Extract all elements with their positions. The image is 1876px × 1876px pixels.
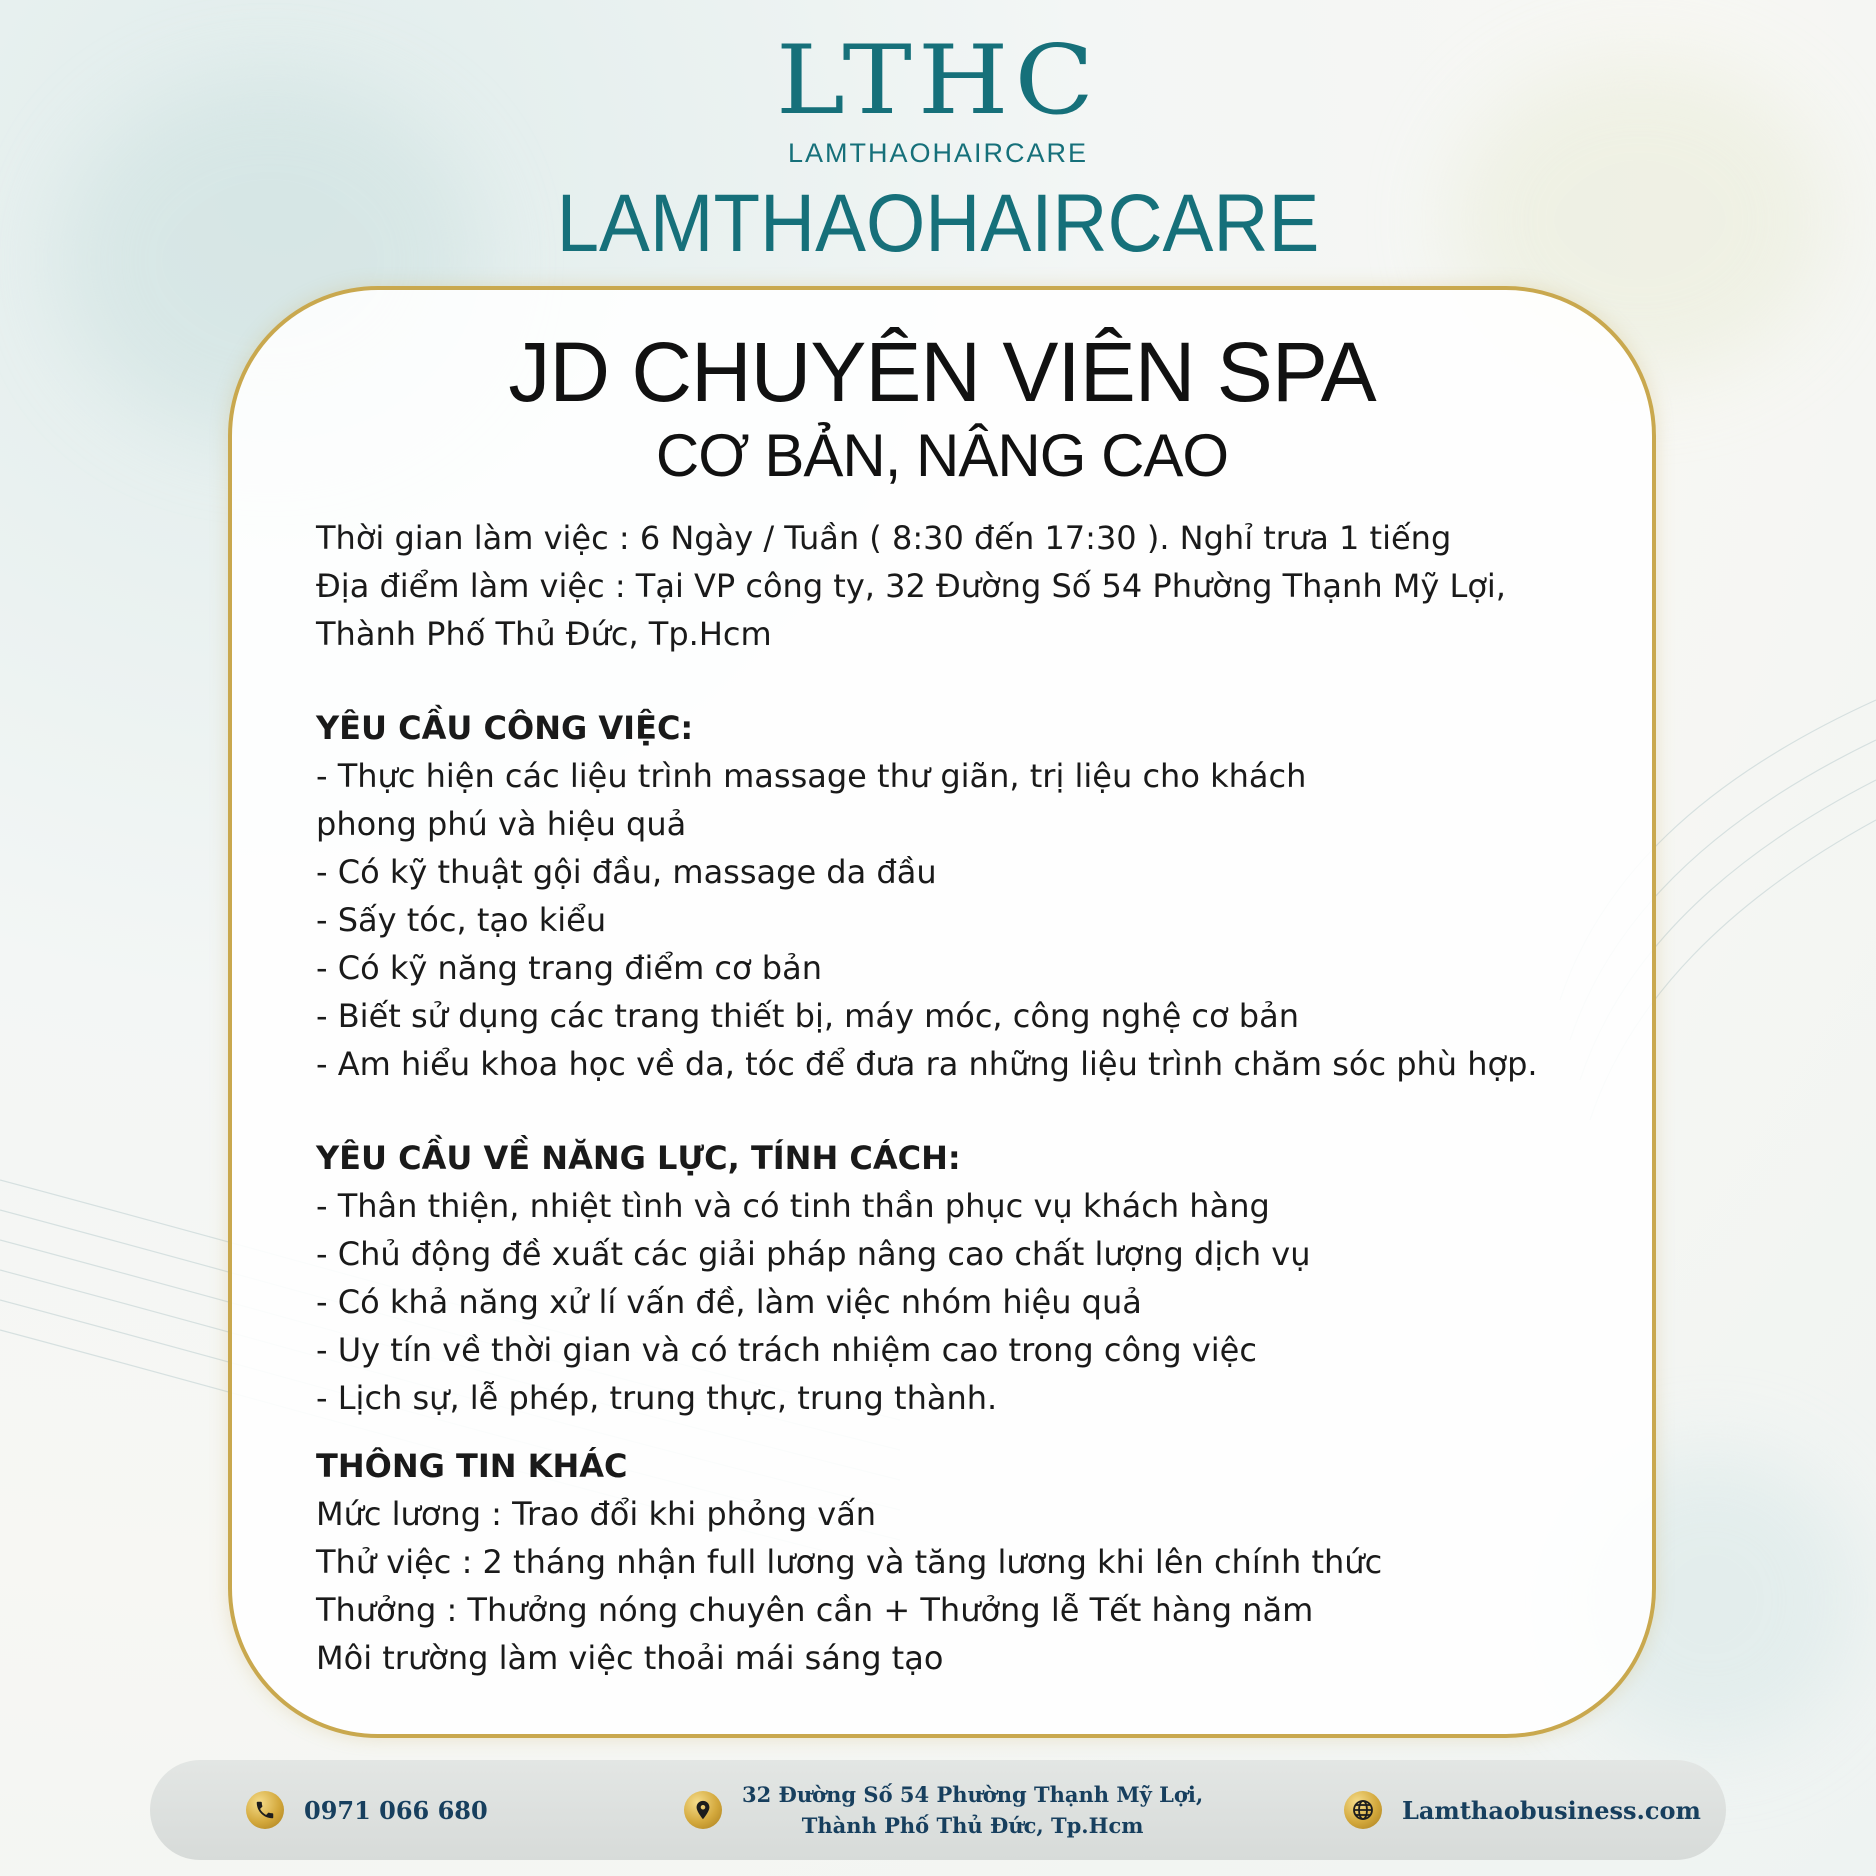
list-item: - Biết sử dụng các trang thiết bị, máy móc, công nghệ cơ bản — [316, 997, 1299, 1035]
list-item: Môi trường làm việc thoải mái sáng tạo — [316, 1639, 944, 1677]
job-details — [316, 514, 1612, 1682]
section-heading-job-requirements: YÊU CẦU CÔNG VIỆC: — [316, 709, 694, 747]
list-item: - Có kỹ thuật gội đầu, massage da đầu — [316, 853, 937, 891]
list-item: - Thực hiện các liệu trình massage thư giãn, trị liệu cho khách — [316, 757, 1307, 795]
location-pin-icon — [684, 1791, 722, 1829]
address-line: 32 Đường Số 54 Phường Thạnh Mỹ Lợi, — [742, 1782, 1204, 1807]
globe-icon — [1344, 1791, 1382, 1829]
contact-footer — [150, 1760, 1726, 1860]
intro-line: Thành Phố Thủ Đức, Tp.Hcm — [316, 615, 772, 653]
list-item: phong phú và hiệu quả — [316, 805, 687, 843]
list-item: - Sấy tóc, tạo kiểu — [316, 901, 607, 939]
phone-icon — [246, 1791, 284, 1829]
list-item: - Uy tín về thời gian và có trách nhiệm cao trong công việc — [316, 1331, 1257, 1369]
website-link: Lamthaobusiness.com — [1402, 1795, 1701, 1825]
list-item: - Có kỹ năng trang điểm cơ bản — [316, 949, 822, 987]
address-line: Thành Phố Thủ Đức, Tp.Hcm — [801, 1813, 1144, 1838]
list-item: - Lịch sự, lễ phép, trung thực, trung thành. — [316, 1379, 998, 1417]
intro-line: Thời gian làm việc : 6 Ngày / Tuần ( 8:30 đến 17:30 ). Nghỉ trưa 1 tiếng — [316, 519, 1452, 557]
footer-address — [684, 1760, 1203, 1860]
footer-phone[interactable] — [246, 1760, 488, 1860]
job-subtitle: CƠ BẢN, NÂNG CAO — [655, 422, 1229, 489]
list-item: - Có khả năng xử lí vấn đề, làm việc nhóm hiệu quả — [316, 1283, 1142, 1321]
brand-header — [0, 23, 1876, 269]
phone-number: 0971 066 680 — [304, 1795, 488, 1825]
job-title: JD CHUYÊN VIÊN SPA — [508, 325, 1376, 419]
list-item: Mức lương : Trao đổi khi phỏng vấn — [316, 1495, 877, 1533]
list-item: Thử việc : 2 tháng nhận full lương và tăng lương khi lên chính thức — [316, 1543, 1383, 1581]
brand-monogram-subtitle: LAMTHAOHAIRCARE — [787, 138, 1089, 168]
address-text — [742, 1779, 1203, 1841]
section-heading-other-info: THÔNG TIN KHÁC — [316, 1447, 628, 1485]
list-item: - Chủ động đề xuất các giải pháp nâng cao chất lượng dịch vụ — [316, 1235, 1311, 1273]
list-item: - Am hiểu khoa học về da, tóc để đưa ra những liệu trình chăm sóc phù hợp. — [316, 1045, 1538, 1083]
brand-monogram: LTHC — [775, 23, 1101, 137]
footer-website[interactable] — [1344, 1760, 1701, 1860]
list-item: - Thân thiện, nhiệt tình và có tinh thần phục vụ khách hàng — [316, 1187, 1270, 1225]
section-heading-skills-personality: YÊU CẦU VỀ NĂNG LỰC, TÍNH CÁCH: — [316, 1139, 961, 1177]
intro-line: Địa điểm làm việc : Tại VP công ty, 32 Đường Số 54 Phường Thạnh Mỹ Lợi, — [316, 567, 1506, 605]
job-description-card — [228, 286, 1656, 1738]
brand-wordmark: LAMTHAOHAIRCARE — [556, 178, 1320, 269]
list-item: Thưởng : Thưởng nóng chuyên cần + Thưởng lễ Tết hàng năm — [316, 1591, 1314, 1629]
